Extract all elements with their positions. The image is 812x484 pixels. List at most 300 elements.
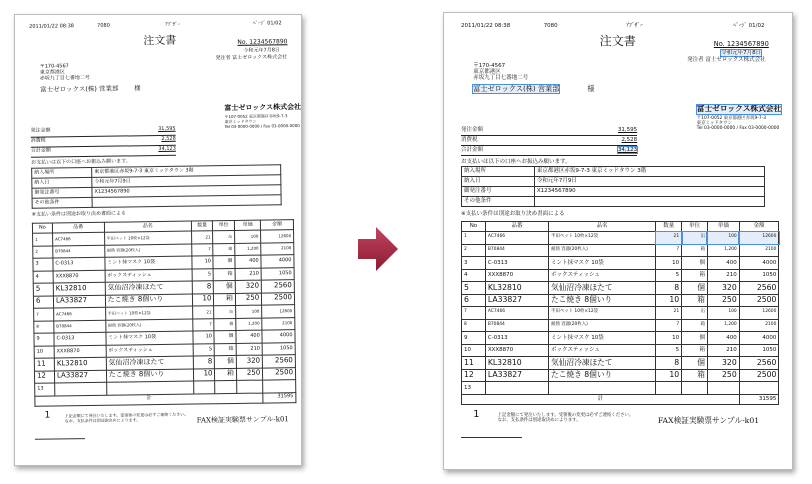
table-row	[462, 382, 779, 395]
cell-price: 1,200	[235, 243, 261, 256]
summary-label: 消費税	[461, 137, 478, 143]
delivery-row	[32, 195, 281, 208]
table-header: 数量	[191, 221, 213, 231]
cell-code: KL32810	[485, 282, 548, 295]
summary-label: 合計金額	[30, 147, 51, 154]
cell-amount: 4000	[739, 257, 779, 270]
cell-amount: 2500	[739, 294, 779, 307]
total-row	[462, 394, 779, 404]
summary-row	[461, 137, 637, 146]
cell-name: 気仙沼冷凍ほたて	[105, 281, 192, 295]
issue-date: 令和元年7月8日	[721, 50, 762, 56]
cell-price: 250	[235, 293, 261, 306]
cell-name: たこ焼き 8個いり	[549, 369, 656, 382]
summary-row	[461, 147, 637, 156]
cell-amount: 2100	[739, 319, 779, 332]
cell-price: 400	[235, 255, 261, 268]
cell-code	[55, 382, 107, 395]
cell-price: 400	[707, 332, 739, 345]
page-number: 1	[44, 410, 51, 421]
cell-no: 6	[462, 294, 486, 307]
cell-qty: 21	[192, 231, 214, 244]
order-number: No. 1234567890	[713, 40, 769, 48]
cell-code: B70844	[485, 244, 548, 257]
notes-above-table: ※支払い条件は別途お取り決め書面による	[461, 211, 565, 217]
cell-qty: 7	[193, 318, 215, 331]
table-row	[462, 294, 779, 307]
summary-row	[31, 147, 176, 158]
cell-no: 4	[33, 270, 53, 283]
cell-no: 1	[462, 232, 486, 245]
cell-name: 半田ペット 10枚×12袋	[549, 307, 656, 320]
cell-qty	[656, 382, 682, 395]
cell-price	[707, 382, 739, 395]
cell-no: 6	[33, 295, 53, 308]
cell-code: LA33827	[53, 295, 105, 308]
cell-amount: 12600	[739, 232, 779, 245]
cell-price: 320	[707, 282, 739, 295]
cell-unit: 箱	[215, 343, 237, 356]
header-id: 7080	[97, 22, 110, 29]
cell-qty: 7	[656, 244, 682, 257]
page-number: 1	[473, 409, 480, 420]
cell-code: C-0313	[485, 332, 548, 345]
cell-qty	[194, 381, 216, 394]
header-page: ﾍﾟｰｼﾞ 01/02	[253, 20, 282, 27]
cell-no: 12	[462, 369, 486, 382]
cell-name: ボックスティッシュ	[549, 344, 656, 357]
cell-code: C-0313	[53, 257, 105, 270]
cell-name: たこ焼き 8個いり	[105, 294, 192, 308]
cell-name: ボックスティッシュ	[106, 344, 193, 358]
cell-name: ミント抹マスク 10袋	[549, 332, 656, 345]
cell-unit: 缶	[682, 307, 708, 320]
cell-unit: 箱	[213, 243, 235, 256]
footer-line	[461, 437, 522, 438]
cell-qty: 21	[656, 307, 682, 320]
total-value: 31595	[739, 394, 779, 404]
cell-amount: 2100	[261, 242, 294, 255]
cell-code: XXX8870	[54, 345, 106, 358]
items-table	[461, 221, 779, 405]
cell-no: 8	[34, 320, 54, 333]
cell-unit: 個	[682, 257, 708, 270]
cell-name: 半田ペット 10枚×12袋	[549, 232, 656, 245]
cell-qty: 10	[656, 257, 682, 270]
cell-no: 9	[462, 332, 486, 345]
cell-unit: 缶	[682, 232, 708, 245]
cell-unit: 個	[682, 357, 708, 370]
items-table	[32, 219, 297, 406]
delivery-row	[462, 197, 765, 207]
cell-qty: 8	[193, 356, 215, 369]
delivery-table	[31, 164, 282, 208]
footer-note-2: なお、支払条件は別途取決めによります。	[497, 418, 581, 423]
cell-no: 12	[34, 370, 54, 383]
cell-code: C-0313	[485, 257, 548, 270]
table-header: 金額	[739, 222, 779, 232]
cell-no: 5	[33, 283, 53, 296]
cell-price: 100	[707, 307, 739, 320]
footer-note-2: なお、支払条件は別途取決めによります。	[64, 417, 141, 424]
cell-unit: 箱	[682, 269, 708, 282]
delivery-value	[92, 195, 281, 208]
delivery-row	[462, 177, 765, 187]
recipient-name: 富士ゼロックス(株) 営業部	[39, 84, 119, 94]
cell-amount: 1050	[261, 267, 294, 280]
cell-name: 耐熱 容器(20枚入)	[549, 319, 656, 332]
cell-price: 100	[707, 232, 739, 245]
delivery-value: 令和元年7月9日	[92, 175, 281, 188]
table-row	[462, 319, 779, 332]
cell-code: XXX8870	[53, 270, 105, 283]
delivery-label: 御発注番号	[32, 187, 92, 198]
table-row	[462, 282, 779, 295]
cell-no: 3	[33, 258, 53, 271]
issuer: 発注者 富士ゼロックス株式会社	[687, 57, 766, 63]
cell-no: 3	[462, 257, 486, 270]
cell-unit: 箱	[682, 369, 708, 382]
cell-code: LA33827	[485, 294, 548, 307]
notes-above-table: ※支払い条件は別途お取り決め書面による	[31, 210, 127, 218]
table-row	[462, 369, 779, 382]
cell-name: 気仙沼冷凍ほたて	[549, 282, 656, 295]
header-id: 7080	[543, 23, 558, 29]
cell-price: 1,200	[707, 319, 739, 332]
table-row	[462, 269, 779, 282]
table-header: 金額	[261, 220, 294, 230]
delivery-value: 東京都港区赤坂9-7-3 東京ミッドタウン 3階	[92, 165, 281, 178]
cell-name: 半田ペット 10枚×12袋	[104, 231, 191, 245]
cell-price: 320	[236, 355, 262, 368]
summary-value: 31,595	[617, 127, 638, 133]
summary-label: 発注金額	[461, 127, 484, 133]
cell-price: 400	[236, 330, 262, 343]
summary-label: 合計金額	[461, 147, 484, 153]
cell-code: KL32810	[53, 282, 105, 295]
honorific: 様	[133, 84, 141, 93]
cell-code: B70844	[53, 245, 105, 258]
cell-no: 11	[462, 357, 486, 370]
cell-amount: 2100	[262, 317, 295, 330]
cell-qty: 10	[656, 369, 682, 382]
table-header: 品名	[104, 221, 191, 232]
address-line-2: 赤坂九丁目七番地二号	[39, 74, 90, 82]
company-address-1: 〒107-0052 東京都港区赤坂9-7-3	[696, 116, 767, 121]
summary-label: 消費税	[30, 137, 46, 144]
table-row	[462, 332, 779, 345]
table-header: No	[462, 222, 486, 232]
table-header: 品番	[52, 222, 104, 233]
company-address-2: 東京ミッドタウン	[224, 118, 257, 125]
issuer: 発注者 富士ゼロックス株式会社	[215, 54, 288, 62]
cell-no: 13	[462, 382, 486, 395]
processed-document-with-highlights	[443, 12, 793, 470]
cell-unit: 箱	[682, 244, 708, 257]
cell-unit: 箱	[214, 268, 236, 281]
cell-code: AC7466	[485, 232, 548, 245]
delivery-label: その他条件	[32, 197, 92, 208]
cell-price: 210	[707, 269, 739, 282]
summary-value: 2,528	[621, 137, 638, 143]
cell-no: 10	[34, 345, 54, 358]
postal-code: 〒170-4567	[39, 63, 69, 70]
cell-price: 1,200	[236, 318, 262, 331]
cell-amount: 1050	[739, 269, 779, 282]
cell-amount: 2560	[263, 355, 296, 368]
cell-unit: 箱	[682, 344, 708, 357]
cell-no: 2	[462, 244, 486, 257]
delivery-row	[462, 187, 765, 197]
footer-label: FAX検証実験票サンプル-k01	[657, 416, 760, 425]
cell-no: 1	[33, 233, 53, 246]
cell-no: 4	[462, 269, 486, 282]
total-value: 31595	[263, 392, 296, 402]
cell-amount: 2560	[739, 282, 779, 295]
cell-no: 2	[33, 245, 53, 258]
table-header: 単位	[682, 222, 708, 232]
delivery-label: 御発注番号	[462, 187, 535, 197]
company-tel: Tel 03-0000-0000 / Fax 03-0000-0000	[696, 126, 780, 131]
cell-amount: 12600	[739, 307, 779, 320]
cell-amount: 2500	[739, 369, 779, 382]
cell-amount: 2560	[739, 357, 779, 370]
cell-name: ミント抹マスク 10袋	[105, 256, 192, 270]
cell-no: 7	[462, 307, 486, 320]
cell-price: 1,200	[707, 244, 739, 257]
cell-qty: 5	[656, 344, 682, 357]
cell-code	[485, 382, 548, 395]
delivery-table	[461, 166, 765, 207]
cell-code: LA33827	[54, 370, 106, 383]
original-scanned-document	[14, 14, 302, 466]
document-title: 注文書	[143, 33, 177, 48]
table-header: 品番	[485, 222, 548, 232]
cell-unit	[215, 380, 237, 393]
delivery-label: 納入場所	[32, 167, 92, 178]
cell-qty: 7	[192, 243, 214, 256]
cell-qty: 10	[192, 256, 214, 269]
cell-no: 7	[34, 308, 54, 321]
cell-name: 耐熱 容器(20枚入)	[549, 244, 656, 257]
cell-code: AC7466	[485, 307, 548, 320]
company-tel: Tel 03-0000-0000 / Fax 03-0000-0000	[224, 123, 300, 130]
cell-price: 250	[707, 369, 739, 382]
cell-unit: 個	[682, 282, 708, 295]
summary-value: 34,123	[158, 145, 176, 153]
cell-name	[106, 381, 193, 395]
summary-row	[461, 127, 637, 136]
cell-qty: 10	[656, 294, 682, 307]
cell-unit: 缶	[213, 230, 235, 243]
cell-price	[237, 380, 263, 393]
cell-code: XXX8870	[485, 269, 548, 282]
cell-unit: 個	[214, 330, 236, 343]
cell-qty: 8	[656, 282, 682, 295]
cell-price: 250	[236, 368, 262, 381]
cell-code: LA33827	[485, 369, 548, 382]
cell-no: 13	[35, 383, 55, 396]
footer-line	[35, 438, 85, 440]
address-line-2: 赤坂九丁目七番地二号	[473, 75, 529, 81]
header-date: 2011/01/22 08:38	[29, 23, 75, 30]
cell-code: AC7466	[54, 307, 106, 320]
cell-qty: 21	[193, 306, 215, 319]
cell-qty: 10	[193, 331, 215, 344]
cell-unit: 箱	[682, 319, 708, 332]
cell-qty: 7	[656, 319, 682, 332]
cell-price: 250	[707, 294, 739, 307]
table-row	[462, 344, 779, 357]
footer-note-1: 上記金額にて発注いたします。受領後の変更は必ずご連絡ください。	[497, 413, 634, 418]
cell-amount: 2100	[739, 244, 779, 257]
cell-unit: 個	[213, 255, 235, 268]
delivery-label: 納入日	[462, 177, 535, 187]
cell-qty: 8	[656, 357, 682, 370]
header-center: ｱﾌﾞｻﾞｰ	[626, 23, 643, 29]
footer-note-1: 上記金額にて発注いたします。受領後の変更は必ずご連絡ください。	[64, 411, 189, 419]
company-name: 富士ゼロックス株式会社	[224, 103, 302, 113]
summary-label: 発注金額	[30, 127, 51, 134]
cell-name: 半田ペット 10枚×12袋	[105, 306, 192, 320]
table-row	[462, 257, 779, 270]
table-header: 単価	[707, 222, 739, 232]
table-header: No	[32, 223, 52, 233]
cell-unit: 個	[214, 280, 236, 293]
summary-value: 2,528	[161, 135, 176, 142]
document-content	[15, 11, 307, 465]
cell-unit: 箱	[682, 294, 708, 307]
document-title: 注文書	[599, 34, 636, 48]
cell-name: たこ焼き 8個いり	[549, 294, 656, 307]
header-center: ｱﾌﾞｻﾞｰ	[165, 21, 181, 28]
cell-price: 100	[236, 305, 262, 318]
cell-price: 400	[707, 257, 739, 270]
cell-price: 210	[707, 344, 739, 357]
issue-date: 令和元年7月8日	[243, 47, 280, 54]
cell-code: KL32810	[54, 357, 106, 370]
cell-name: ボックスティッシュ	[105, 269, 192, 283]
honorific: 様	[587, 84, 595, 93]
cell-name	[549, 382, 656, 395]
delivery-value	[534, 197, 764, 207]
delivery-value: 東京都港区赤坂9-7-3 東京ミッドタウン 3階	[534, 167, 764, 177]
table-row	[462, 357, 779, 370]
cell-code: KL32810	[485, 357, 548, 370]
cell-qty: 10	[192, 293, 214, 306]
cell-qty: 10	[656, 332, 682, 345]
cell-name: たこ焼き 8個いり	[106, 369, 193, 383]
total-label: 計	[462, 394, 740, 404]
cell-no: 9	[34, 333, 54, 346]
cell-unit: 箱	[214, 318, 236, 331]
cell-name: ミント抹マスク 10袋	[106, 331, 193, 345]
cell-no: 10	[462, 344, 486, 357]
cell-amount: 12600	[262, 305, 295, 318]
company-address-2: 東京ミッドタウン	[696, 121, 732, 126]
cell-qty: 21	[656, 232, 682, 245]
cell-code: XXX8870	[485, 344, 548, 357]
cell-amount: 2500	[262, 292, 295, 305]
delivery-label: 納入場所	[462, 167, 535, 177]
cell-unit	[682, 382, 708, 395]
cell-name: ミント抹マスク 10袋	[549, 257, 656, 270]
cell-unit: 缶	[214, 305, 236, 318]
delivery-label: その他条件	[462, 197, 535, 207]
cell-qty: 8	[192, 281, 214, 294]
cell-amount: 4000	[739, 332, 779, 345]
cell-amount: 1050	[739, 344, 779, 357]
cell-unit: 個	[682, 332, 708, 345]
summary-note: お支払いは以下の口座へお振込み願います。	[31, 158, 131, 166]
table-header: 単価	[234, 220, 260, 230]
cell-amount: 2560	[261, 280, 294, 293]
cell-price: 320	[235, 280, 261, 293]
address-line-1: 東京都港区	[39, 69, 65, 76]
cell-amount: 12600	[261, 230, 294, 243]
delivery-value: X1234567890	[92, 185, 281, 198]
cell-code: B70844	[485, 319, 548, 332]
company-name: 富士ゼロックス株式会社	[696, 104, 782, 113]
cell-amount	[739, 382, 779, 395]
cell-amount	[263, 380, 296, 393]
table-header: 数量	[656, 222, 682, 232]
cell-code: AC7466	[52, 232, 104, 245]
summary-note: お支払いは以下の口座へお振込み願います。	[461, 159, 571, 165]
cell-qty: 10	[193, 368, 215, 381]
cell-price: 100	[234, 230, 260, 243]
cell-name: 耐熱 容器(20枚入)	[105, 319, 192, 333]
right-arrow-icon	[358, 227, 398, 271]
cell-amount: 4000	[262, 330, 295, 343]
table-row	[462, 232, 779, 245]
delivery-row	[462, 167, 765, 177]
cell-price: 320	[707, 357, 739, 370]
cell-unit: 箱	[214, 293, 236, 306]
table-row	[462, 244, 779, 257]
address-line-1: 東京都港区	[473, 69, 501, 75]
cell-qty: 5	[656, 269, 682, 282]
order-number: No. 1234567890	[237, 38, 288, 46]
cell-name: 気仙沼冷凍ほたて	[106, 356, 193, 370]
cell-name: ボックスティッシュ	[549, 269, 656, 282]
cell-amount: 2500	[263, 367, 296, 380]
table-row	[462, 307, 779, 320]
cell-name: 耐熱 容器(20枚入)	[104, 244, 191, 258]
delivery-label: 納入日	[32, 177, 92, 188]
document-content	[444, 13, 792, 469]
cell-price: 210	[235, 268, 261, 281]
cell-price: 210	[236, 343, 262, 356]
total-label: 計	[35, 393, 263, 406]
cell-no: 5	[462, 282, 486, 295]
table-header: 品名	[549, 222, 656, 232]
cell-amount: 1050	[262, 342, 295, 355]
table-header: 単位	[213, 220, 235, 230]
cell-code: C-0313	[54, 332, 106, 345]
cell-unit: 個	[215, 355, 237, 368]
cell-no: 8	[462, 319, 486, 332]
cell-no: 11	[34, 358, 54, 371]
cell-name: 気仙沼冷凍ほたて	[549, 357, 656, 370]
cell-qty: 5	[193, 343, 215, 356]
cell-amount: 4000	[261, 255, 294, 268]
header-date: 2011/01/22 08:38	[461, 23, 511, 29]
cell-unit: 箱	[215, 368, 237, 381]
company-address-1: 〒107-0052 東京都港区赤坂9-7-3	[224, 113, 288, 120]
summary-value: 34,123	[617, 147, 638, 153]
cell-code: B70844	[54, 320, 106, 333]
